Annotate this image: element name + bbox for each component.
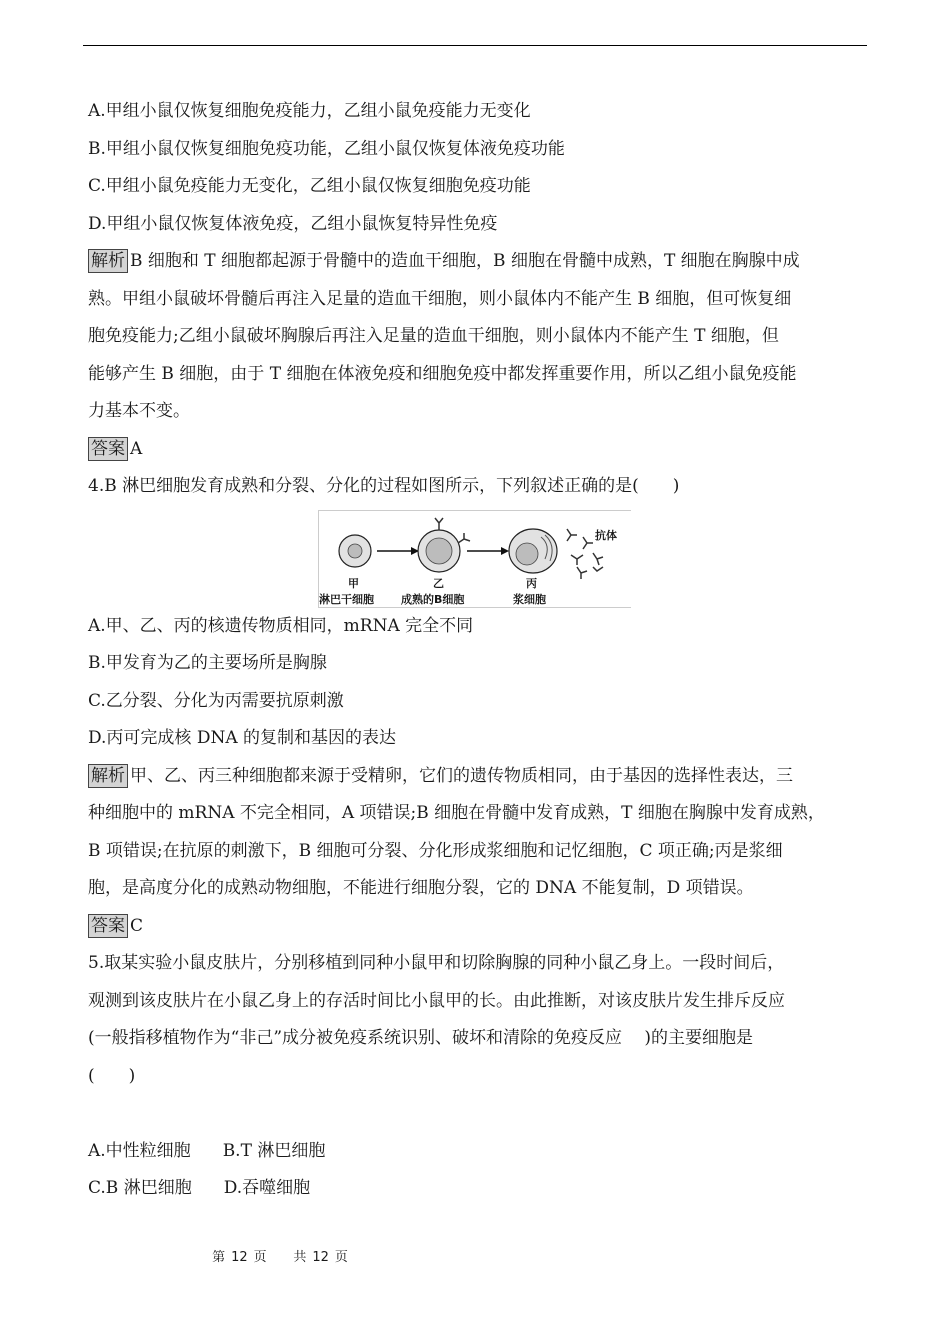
receptor-1 — [435, 518, 443, 530]
receptor-2 — [458, 533, 470, 543]
q3-option-d: D.甲组小鼠仅恢复体液免疫，乙组小鼠恢复特异性免疫 — [88, 213, 498, 234]
label-a-bottom: 淋巴干细胞 — [319, 592, 374, 606]
q4-analysis-line: B 项错误;在抗原的刺激下，B 细胞可分裂、分化形成浆细胞和记忆细胞，C 项正确;丙是浆细 — [88, 840, 783, 861]
arrow-2-head — [501, 547, 509, 555]
answer-tag: 答案 — [88, 914, 128, 938]
footer-page: 12 — [231, 1250, 248, 1265]
q4-option-d: D.丙可完成核 DNA 的复制和基因的表达 — [88, 728, 397, 748]
label-c-top: 丙 — [526, 576, 537, 590]
q3-option-c: C.甲组小鼠免疫能力无变化，乙组小鼠仅恢复细胞免疫功能 — [88, 176, 531, 196]
q4-option-a: A.甲、乙、丙的核遗传物质相同，mRNA 完全不同 — [88, 615, 474, 636]
q4-analysis-line: 种细胞中的 mRNA 不完全相同，A 项错误;B 细胞在骨髓中发育成熟，T 细胞在胸腺中发育成熟， — [88, 803, 825, 823]
antibody-2 — [583, 537, 593, 549]
q5-option-d: D.吞噬细胞 — [223, 1178, 311, 1198]
label-b-bottom: 成熟的B细胞 — [401, 592, 465, 606]
header-rule — [83, 45, 867, 46]
antibody-5 — [577, 567, 587, 579]
antibody-6 — [593, 567, 603, 571]
q4-answer-value: C — [130, 915, 144, 936]
q4-answer — [88, 908, 872, 946]
q3-option-b: B.甲组小鼠仅恢复细胞免疫功能，乙组小鼠仅恢复体液免疫功能 — [88, 138, 565, 159]
q5-option-b: B.T 淋巴细胞 — [222, 1140, 326, 1161]
plasma-cell-nucleus — [516, 543, 538, 565]
q4-analysis-line: 胞，是高度分化的成熟动物细胞，不能进行细胞分裂，它的 DNA 不能复制，D 项错误。 — [88, 878, 754, 898]
q5-stem-line: ( ) — [88, 1065, 136, 1086]
b-cell-diagram — [318, 510, 631, 608]
q5-options-row-2 — [88, 1170, 872, 1208]
lymphoid-stem-cell-nucleus — [348, 544, 362, 558]
footer-prefix: 第 — [212, 1250, 226, 1265]
footer-page-suffix: 页 — [253, 1250, 267, 1265]
q3-answer-value: A — [130, 438, 143, 459]
q3-analysis-line: 胞免疫能力;乙组小鼠破坏胸腺后再注入足量的造血干细胞，则小鼠体内不能产生 T 细胞，但 — [88, 326, 779, 346]
footer-total: 12 — [312, 1250, 329, 1265]
q4-stem: 4.B 淋巴细胞发育成熟和分裂、分化的过程如图所示，下列叙述正确的是( ) — [88, 476, 680, 496]
antibody-label: 抗体 — [595, 528, 617, 542]
q3-analysis-line — [88, 243, 872, 281]
antibody-1 — [567, 529, 577, 541]
q5-stem-line: 5.取某实验小鼠皮肤片，分别移植到同种小鼠甲和切除胸腺的同种小鼠乙身上。一段时间后， — [88, 953, 785, 973]
q5-stem-line: 观测到该皮肤片在小鼠乙身上的存活时间比小鼠甲的长。由此推断，对该皮肤片发生排斥反应 — [88, 990, 785, 1011]
antibody-4 — [593, 553, 603, 565]
analysis-tag: 解析 — [88, 764, 128, 788]
label-c-bottom: 浆细胞 — [513, 592, 546, 606]
label-b-top: 乙 — [433, 576, 444, 590]
q5-option-c: C.B 淋巴细胞 — [88, 1178, 192, 1198]
q4-option-c: C.乙分裂、分化为丙需要抗原刺激 — [88, 690, 344, 711]
q5-option-a: A.中性粒细胞 — [88, 1140, 191, 1161]
q3-option-a: A.甲组小鼠仅恢复细胞免疫能力，乙组小鼠免疫能力无变化 — [88, 101, 531, 121]
mature-b-cell-nucleus — [426, 538, 452, 564]
label-a-top: 甲 — [348, 576, 359, 590]
q3-analysis-line: 能够产生 B 细胞，由于 T 细胞在体液免疫和细胞免疫中都发挥重要作用，所以乙组小鼠免疫能 — [88, 363, 797, 384]
answer-tag: 答案 — [88, 437, 128, 461]
q3-analysis-line: 熟。甲组小鼠破坏骨髓后再注入足量的造血干细胞，则小鼠体内不能产生 B 细胞，但可恢复细 — [88, 288, 792, 309]
q3-analysis-line: 力基本不变。 — [88, 401, 190, 421]
q3-analysis-text: B 细胞和 T 细胞都起源于骨髓中的造血干细胞，B 细胞在骨髓中成熟，T 细胞在胸腺中成 — [130, 251, 800, 271]
q5-stem-line: (一般指移植物作为“非己”成分被免疫系统识别、破坏和清除的免疫反应 )的主要细胞是 — [88, 1028, 754, 1048]
q4-analysis-text: 甲、乙、丙三种细胞都来源于受精卵，它们的遗传物质相同，由于基因的选择性表达，三 — [130, 765, 793, 786]
q3-answer — [88, 431, 872, 469]
blank-line — [88, 1095, 872, 1133]
analysis-tag: 解析 — [88, 249, 128, 273]
page-footer — [0, 1246, 560, 1265]
footer-total-prefix: 共 — [293, 1250, 307, 1265]
antibody-3 — [571, 555, 583, 565]
q4-option-b: B.甲发育为乙的主要场所是胸腺 — [88, 653, 327, 673]
q4-analysis-line — [88, 758, 872, 796]
page-content — [88, 93, 872, 1208]
q5-options-row-1 — [88, 1133, 872, 1171]
footer-total-suffix: 页 — [334, 1250, 348, 1265]
